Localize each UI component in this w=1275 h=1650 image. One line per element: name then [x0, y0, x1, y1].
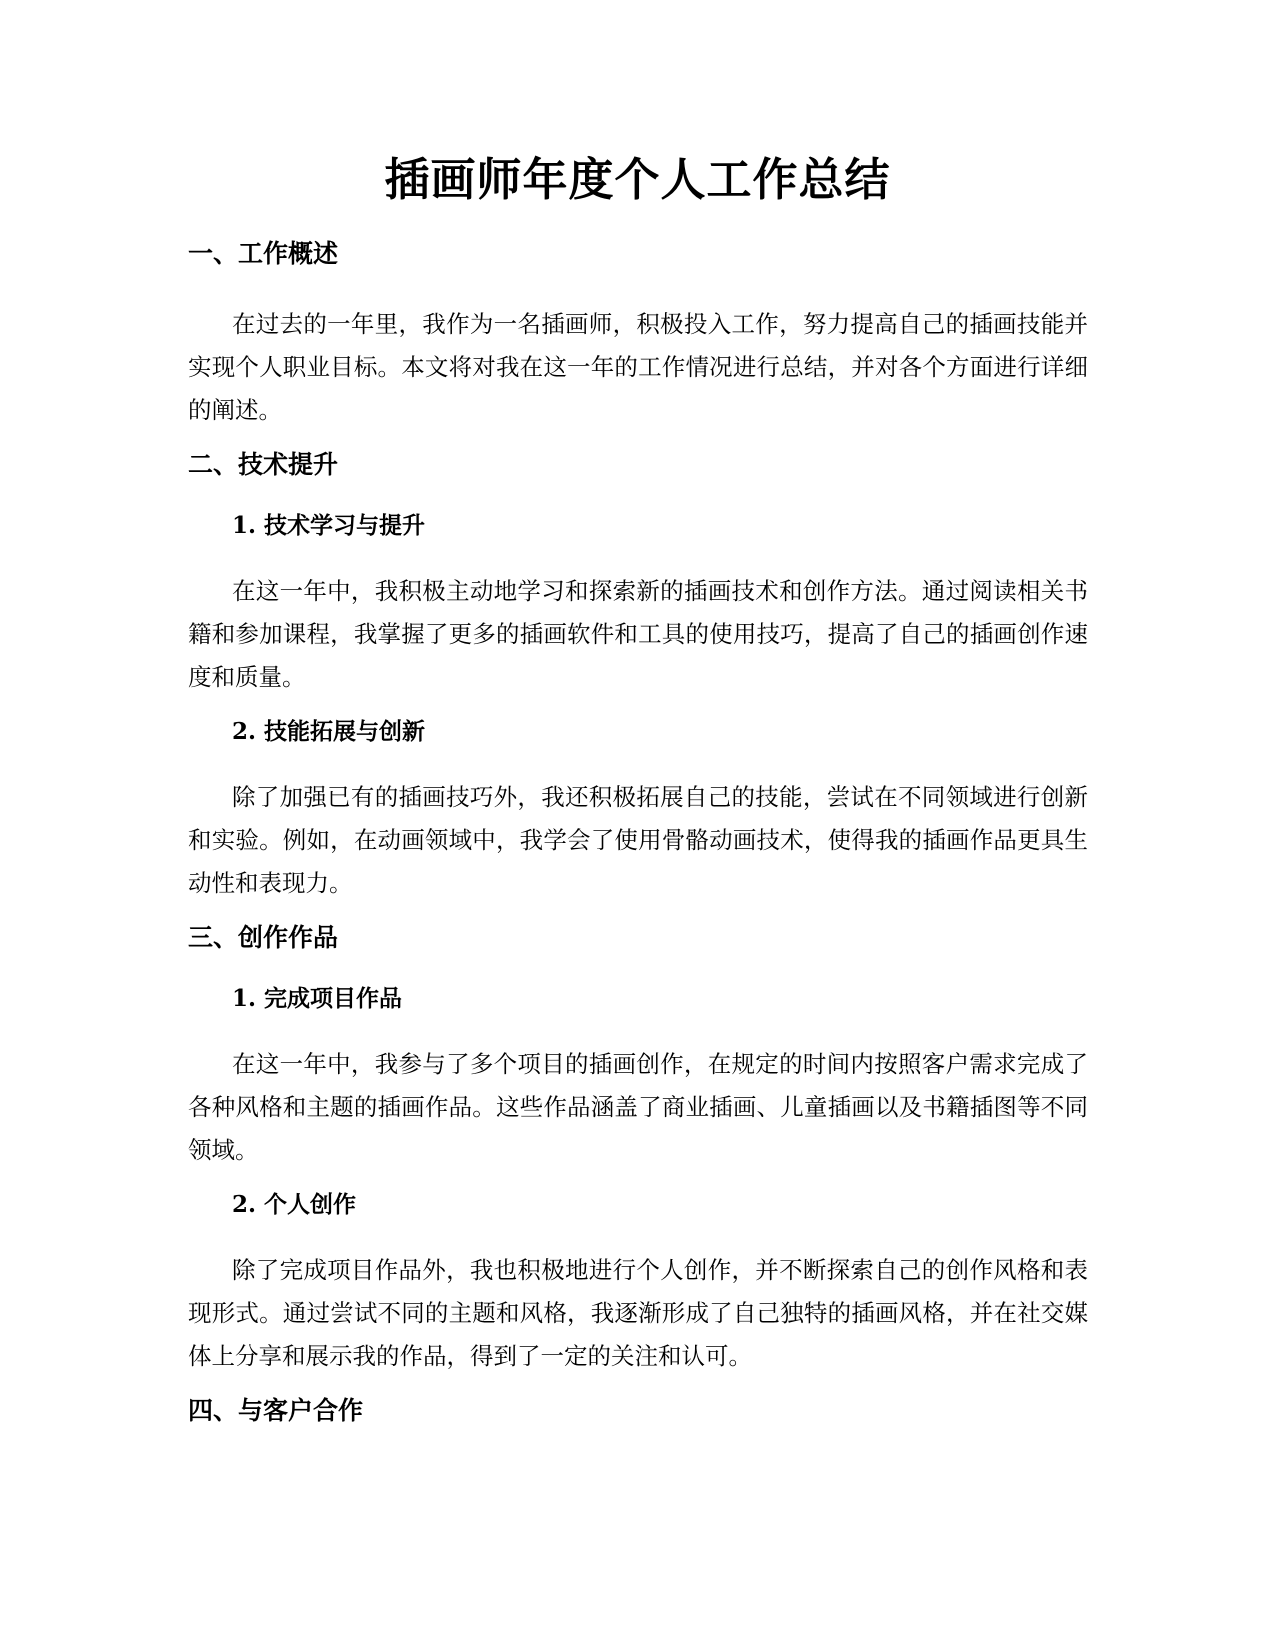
subheading-project-works: 1. 完成项目作品 — [232, 985, 403, 1012]
subheading-tech-innovation: 2. 技能拓展与创新 — [232, 718, 426, 745]
paragraph-overview: 在过去的一年里，我作为一名插画师，积极投入工作，努力提高自己的插画技能并实现个人职业目标。本文将对我在这一年的工作情况进行总结，并对各个方面进行详细的阐述。 — [188, 310, 1088, 424]
section-heading-overview: 一、工作概述 — [188, 239, 339, 268]
subheading-personal-works: 2. 个人创作 — [232, 1191, 357, 1218]
document-title: 插画师年度个人工作总结 — [384, 153, 891, 206]
paragraph-personal-works: 除了完成项目作品外，我也积极地进行个人创作，并不断探索自己的创作风格和表现形式。通过尝试不同的主题和风格，我逐渐形成了自己独特的插画风格，并在社交媒体上分享和展示我的作品，得到了一定的关注和认可。 — [188, 1256, 1088, 1370]
subheading-tech-learning: 1. 技术学习与提升 — [232, 512, 426, 539]
section-heading-clients: 四、与客户合作 — [188, 1396, 364, 1425]
paragraph-tech-learning: 在这一年中，我积极主动地学习和探索新的插画技术和创作方法。通过阅读相关书籍和参加课程，我掌握了更多的插画软件和工具的使用技巧，提高了自己的插画创作速度和质量。 — [188, 577, 1088, 691]
section-heading-tech: 二、技术提升 — [188, 450, 339, 479]
paragraph-project-works: 在这一年中，我参与了多个项目的插画创作，在规定的时间内按照客户需求完成了各种风格和主题的插画作品。这些作品涵盖了商业插画、儿童插画以及书籍插图等不同领域。 — [188, 1050, 1088, 1164]
section-heading-works: 三、创作作品 — [188, 923, 339, 952]
paragraph-tech-innovation: 除了加强已有的插画技巧外，我还积极拓展自己的技能，尝试在不同领域进行创新和实验。例如，在动画领域中，我学会了使用骨骼动画技术，使得我的插画作品更具生动性和表现力。 — [188, 783, 1088, 897]
